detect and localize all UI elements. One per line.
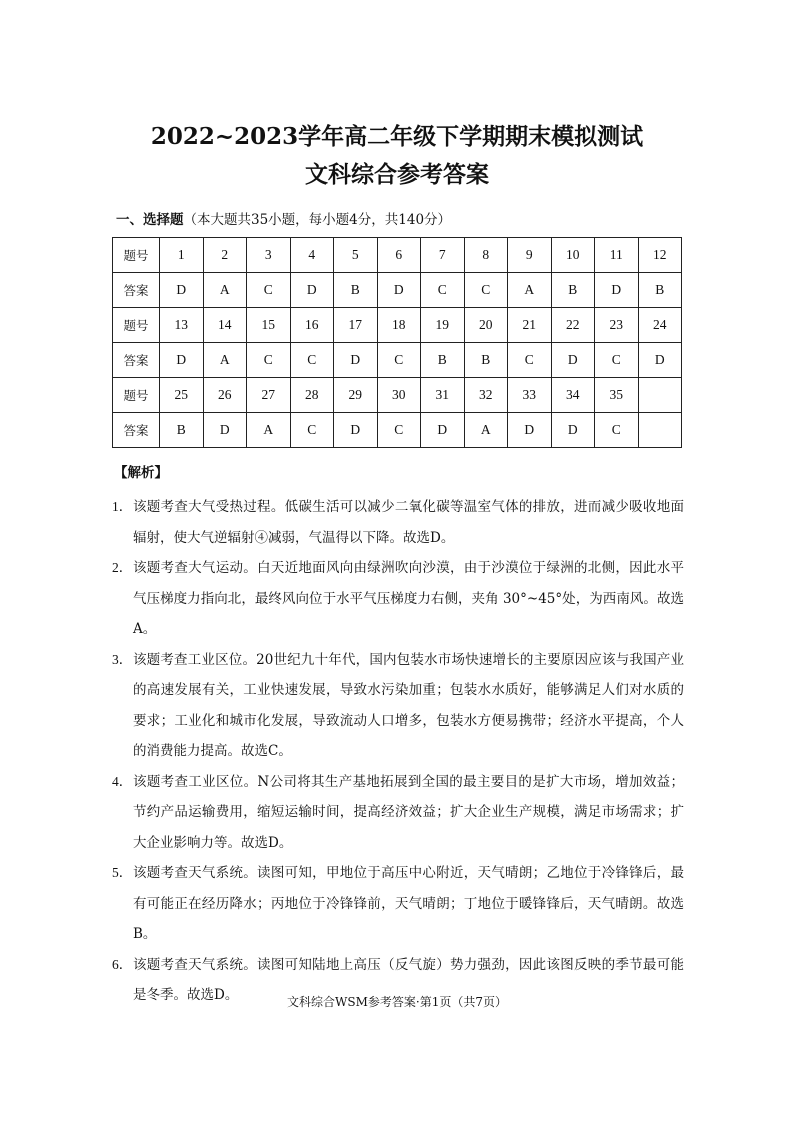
- table-cell: 28: [290, 378, 334, 413]
- table-cell: 7: [421, 238, 465, 273]
- table-cell: D: [334, 413, 378, 448]
- table-cell: D: [638, 343, 682, 378]
- table-cell: C: [377, 343, 421, 378]
- table-row: [113, 308, 682, 343]
- row-header-cell: 题号: [113, 308, 160, 343]
- table-cell: C: [421, 273, 465, 308]
- analysis-item-number: 5．: [112, 865, 133, 880]
- table-cell: 33: [508, 378, 552, 413]
- table-row: [113, 413, 682, 448]
- table-cell: B: [551, 273, 595, 308]
- table-cell: B: [421, 343, 465, 378]
- table-cell: 17: [334, 308, 378, 343]
- table-cell: 22: [551, 308, 595, 343]
- table-cell: A: [464, 413, 508, 448]
- table-cell: 11: [595, 238, 639, 273]
- table-cell: 21: [508, 308, 552, 343]
- table-cell: D: [160, 273, 204, 308]
- table-cell: 5: [334, 238, 378, 273]
- table-cell: 26: [203, 378, 247, 413]
- analysis-list: [112, 492, 684, 1011]
- row-header-cell: 题号: [113, 238, 160, 273]
- table-cell: 14: [203, 308, 247, 343]
- table-cell: C: [290, 413, 334, 448]
- answer-table-body: [113, 238, 682, 448]
- analysis-item-number: 1．: [112, 499, 133, 514]
- row-header-cell: 答案: [113, 273, 160, 308]
- table-cell: 18: [377, 308, 421, 343]
- page-title: 2022~2023学年高二年级下学期期末模拟测试: [150, 123, 644, 150]
- table-cell: 34: [551, 378, 595, 413]
- table-cell: 29: [334, 378, 378, 413]
- analysis-item-text: 该题考查天气系统。读图可知，甲地位于高压中心附近，天气晴朗；乙地位于冷锋锋后，最有可能正在经历降水；丙地位于冷锋锋前，天气晴朗；丁地位于暖锋锋后，天气晴朗。故选B。: [133, 865, 684, 942]
- analysis-item-text: 该题考查大气运动。白天近地面风向由绿洲吹向沙漠，由于沙漠位于绿洲的北侧，因此水平气压梯度力指向北，最终风向位于水平气压梯度力右侧，夹角 30°~45°处，为西南风。故选A。: [133, 560, 684, 637]
- table-cell: 12: [638, 238, 682, 273]
- table-cell: A: [203, 343, 247, 378]
- analysis-item-text: 该题考查工业区位。20世纪九十年代，国内包装水市场快速增长的主要原因应该与我国产业的高速发展有关，工业快速发展，导致水污染加重；包装水水质好，能够满足人们对水质的要求；工业化和城市化发展，导致流动人口增多，包装水方便易携带；经济水平提高，个人的消费能力提高。故选C。: [133, 651, 684, 759]
- section-heading: [116, 208, 451, 228]
- table-cell: 2: [203, 238, 247, 273]
- table-cell: B: [334, 273, 378, 308]
- table-cell: D: [160, 343, 204, 378]
- table-row: [113, 343, 682, 378]
- table-cell: 24: [638, 308, 682, 343]
- table-cell: [638, 378, 682, 413]
- table-cell: A: [508, 273, 552, 308]
- table-cell: D: [551, 413, 595, 448]
- table-cell: D: [595, 273, 639, 308]
- table-cell: D: [377, 273, 421, 308]
- table-cell: D: [203, 413, 247, 448]
- table-cell: 20: [464, 308, 508, 343]
- table-cell: 4: [290, 238, 334, 273]
- table-cell: D: [421, 413, 465, 448]
- table-cell: 16: [290, 308, 334, 343]
- table-cell: 10: [551, 238, 595, 273]
- table-cell: B: [464, 343, 508, 378]
- table-cell: [638, 413, 682, 448]
- table-cell: 32: [464, 378, 508, 413]
- section-label: 一、选择题: [116, 212, 184, 228]
- table-cell: 19: [421, 308, 465, 343]
- table-cell: 27: [247, 378, 291, 413]
- analysis-item: [112, 553, 684, 645]
- table-cell: 6: [377, 238, 421, 273]
- table-cell: 3: [247, 238, 291, 273]
- analysis-item: [112, 645, 684, 767]
- table-row: [113, 273, 682, 308]
- table-cell: D: [508, 413, 552, 448]
- table-cell: 35: [595, 378, 639, 413]
- page-footer: 文科综合WSM参考答案·第1页（共7页）: [287, 995, 507, 1009]
- row-header-cell: 题号: [113, 378, 160, 413]
- table-cell: C: [290, 343, 334, 378]
- table-cell: C: [508, 343, 552, 378]
- table-cell: D: [290, 273, 334, 308]
- section-note: （本大题共35小题，每小题4分，共140分）: [183, 212, 452, 228]
- table-cell: 1: [160, 238, 204, 273]
- analysis-item-text: 该题考查工业区位。N公司将其生产基地拓展到全国的最主要目的是扩大市场，增加效益；节约产品运输费用，缩短运输时间，提高经济效益；扩大企业生产规模，满足市场需求；扩大企业影响力等。故选D。: [133, 773, 684, 851]
- table-cell: D: [551, 343, 595, 378]
- table-cell: C: [595, 343, 639, 378]
- row-header-cell: 答案: [113, 413, 160, 448]
- table-cell: 8: [464, 238, 508, 273]
- analysis-item-number: 2．: [112, 560, 133, 575]
- page-subtitle: 文科综合参考答案: [305, 161, 489, 188]
- analysis-item: [112, 767, 684, 859]
- analysis-item-text: 该题考查天气系统。读图可知陆地上高压（反气旋）势力强劲，因此该图反映的季节最可能是冬季。故选D。: [133, 956, 684, 1003]
- table-row: [113, 238, 682, 273]
- table-cell: D: [334, 343, 378, 378]
- table-cell: 23: [595, 308, 639, 343]
- table-cell: 25: [160, 378, 204, 413]
- analysis-item: [112, 858, 684, 950]
- table-cell: C: [595, 413, 639, 448]
- analysis-item-text: 该题考查大气受热过程。低碳生活可以减少二氧化碳等温室气体的排放，进而减少吸收地面辐射，使大气逆辐射④减弱，气温得以下降。故选D。: [133, 499, 684, 546]
- row-header-cell: 答案: [113, 343, 160, 378]
- analysis-item-number: 4．: [112, 773, 133, 789]
- table-row: [113, 378, 682, 413]
- table-cell: 9: [508, 238, 552, 273]
- analysis-item-number: 6．: [112, 956, 133, 972]
- table-cell: B: [638, 273, 682, 308]
- table-cell: 30: [377, 378, 421, 413]
- table-cell: C: [247, 273, 291, 308]
- table-cell: 31: [421, 378, 465, 413]
- table-cell: C: [377, 413, 421, 448]
- analysis-item-number: 3．: [112, 651, 133, 667]
- answer-table: [112, 237, 682, 448]
- table-cell: B: [160, 413, 204, 448]
- table-cell: C: [247, 343, 291, 378]
- table-cell: C: [464, 273, 508, 308]
- analysis-heading: 【解析】: [114, 465, 168, 481]
- table-cell: 13: [160, 308, 204, 343]
- table-cell: A: [203, 273, 247, 308]
- analysis-item: [112, 492, 684, 553]
- table-cell: A: [247, 413, 291, 448]
- table-cell: 15: [247, 308, 291, 343]
